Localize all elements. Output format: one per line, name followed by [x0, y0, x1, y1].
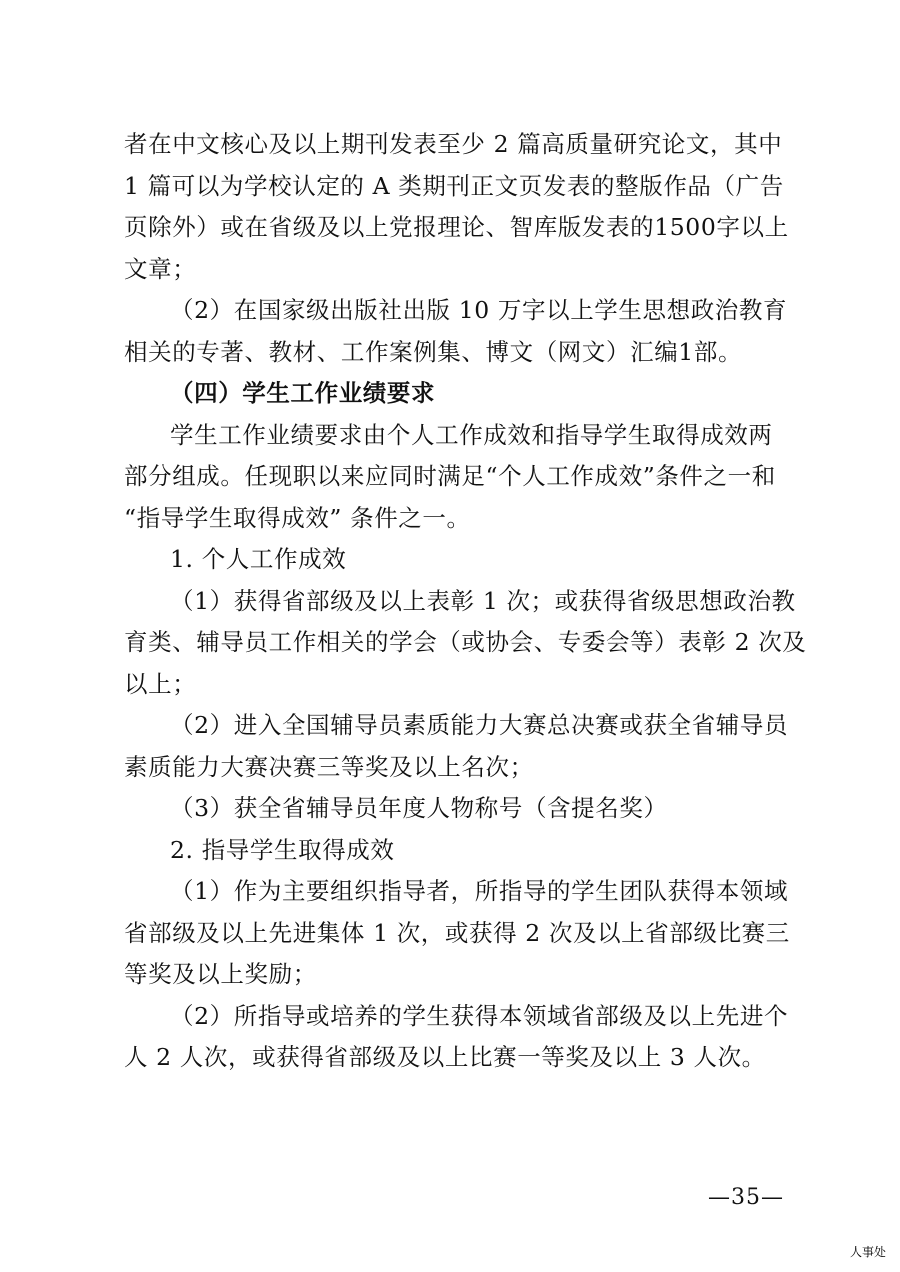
text-line: 省部级及以上先进集体 1 次，或获得 2 次及以上省部级比赛三: [124, 918, 790, 947]
text-line: 相关的专著、教材、工作案例集、博文（网文）汇编1部。: [124, 337, 743, 366]
text-line: 部分组成。任现职以来应同时满足“个人工作成效”条件之一和: [124, 462, 776, 490]
subsection-heading: 2. 指导学生取得成效: [170, 835, 395, 864]
text-line: 以上；: [124, 669, 197, 698]
section-heading: （四）学生工作业绩要求: [170, 379, 436, 407]
text-line: 文章；: [124, 254, 197, 283]
text-line: （2）进入全国辅导员素质能力大赛总决赛或获全省辅导员: [170, 711, 789, 739]
page-number: —35—: [708, 1185, 784, 1210]
text-line: （2）在国家级出版社出版 10 万字以上学生思想政治教育: [170, 296, 788, 324]
text-line: 学生工作业绩要求由个人工作成效和指导学生取得成效两: [170, 420, 773, 449]
text-line: “指导学生取得成效” 条件之一。: [124, 503, 471, 532]
subsection-heading: 1. 个人工作成效: [170, 545, 347, 573]
text-line: 等奖及以上奖励；: [124, 960, 317, 988]
text-line: （3）获全省辅导员年度人物称号（含提名奖）: [170, 794, 668, 822]
document-body: [124, 124, 807, 1079]
text-line: 人 2 人次，或获得省部级及以上比赛一等奖及以上 3 人次。: [124, 1043, 766, 1071]
text-line: 者在中文核心及以上期刊发表至少 2 篇高质量研究论文，其中: [124, 130, 783, 158]
text-line: 1 篇可以为学校认定的 A 类期刊正文页发表的整版作品（广告: [124, 171, 784, 200]
text-line: 素质能力大赛决赛三等奖及以上名次；: [124, 752, 534, 781]
department-stamp: 人事处: [850, 1245, 887, 1259]
text-line: （1）作为主要组织指导者，所指导的学生团队获得本领域: [170, 877, 789, 905]
text-line: （2）所指导或培养的学生获得本领域省部级及以上先进个: [170, 1001, 789, 1030]
text-line: 育类、辅导员工作相关的学会（或协会、专委会等）表彰 2 次及: [124, 628, 807, 656]
text-line: （1）获得省部级及以上表彰 1 次；或获得省级思想政治教: [170, 586, 796, 615]
text-line: 页除外）或在省级及以上党报理论、智库版发表的1500字以上: [124, 213, 789, 241]
